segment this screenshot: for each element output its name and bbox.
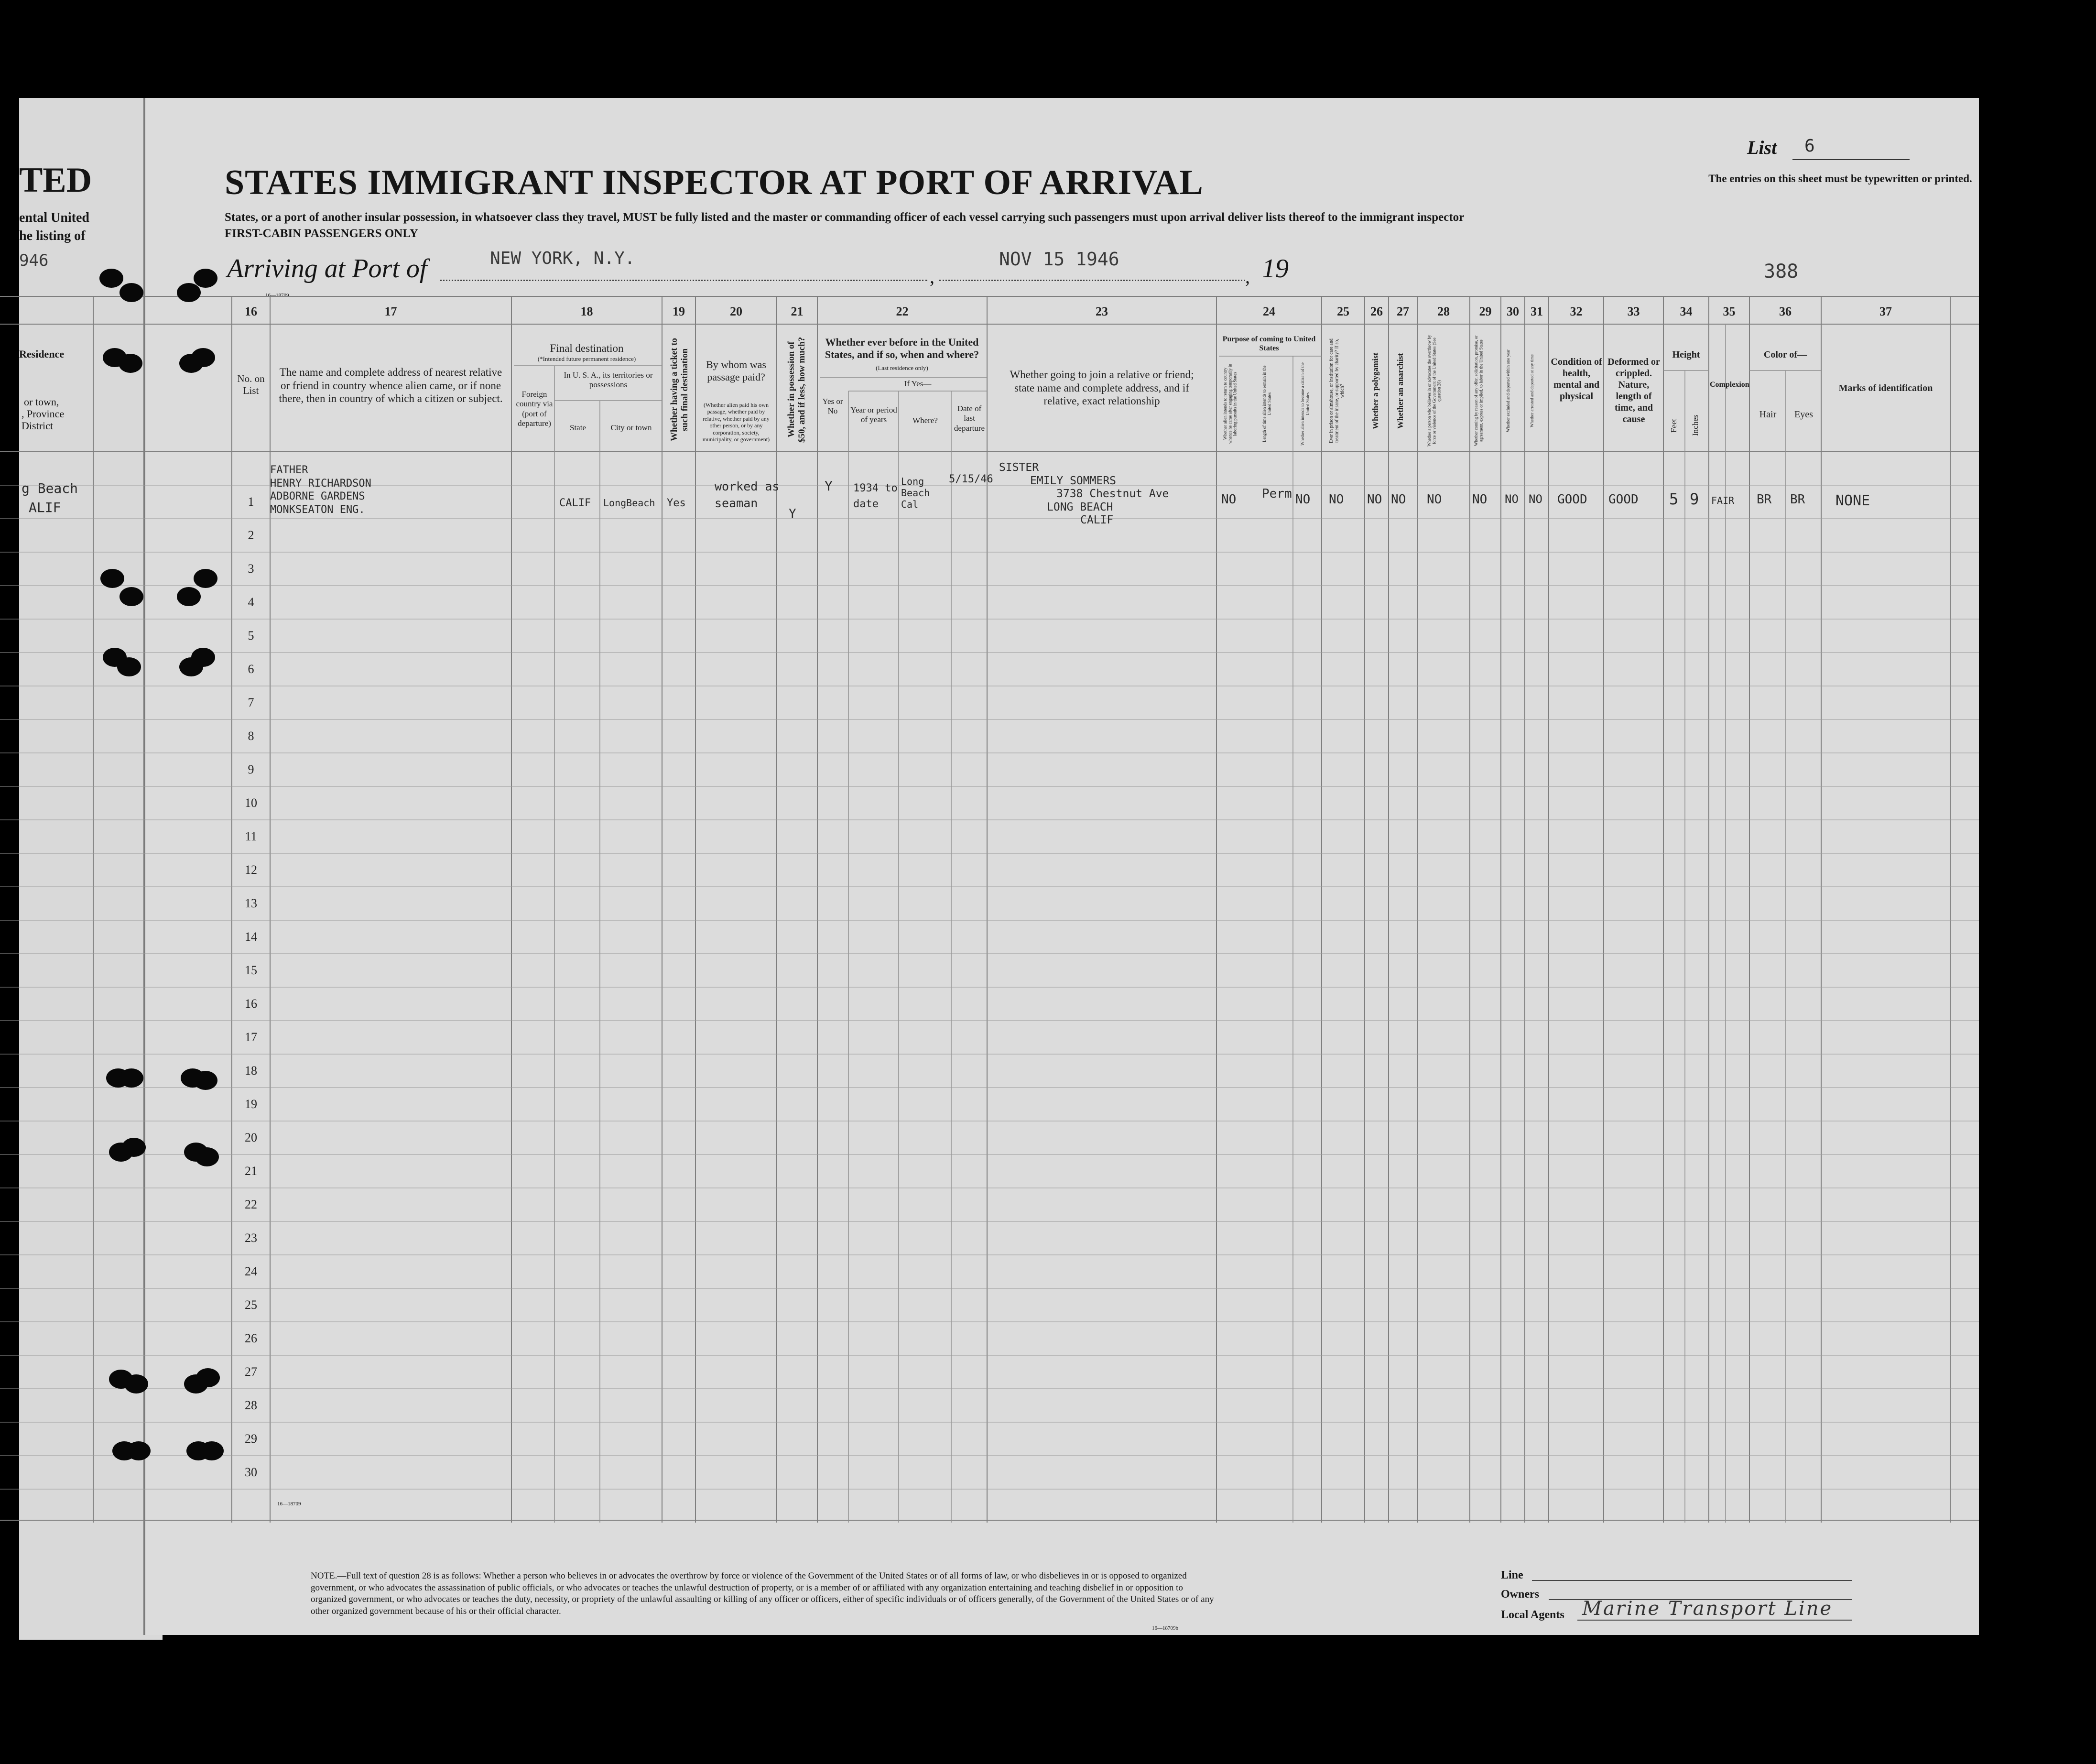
year-label: 19 — [1262, 254, 1289, 283]
entry-years-line: date — [853, 498, 879, 510]
left-row1-a: g Beach — [22, 480, 78, 496]
entry-labor-offer: NO — [1472, 492, 1488, 507]
left-residence-header: Residence — [19, 348, 65, 360]
form-subtitle: States, or a port of another insular possession, in whatsoever class they travel, MUST be fully listed and the master or commanding officer of each vessel carrying such passengers must upon arrival deliver lists thereof to the immigrant inspector — [225, 211, 1465, 224]
local-agents-label: Local Agents — [1501, 1609, 1564, 1621]
entry-citizen-intent: NO — [1295, 492, 1311, 507]
entry-deformed: GOOD — [1608, 492, 1639, 507]
list-label: List — [1747, 137, 1777, 158]
entry-where-line: Long — [901, 476, 924, 487]
entry-complexion: FAIR — [1711, 495, 1735, 506]
binding-hole — [191, 348, 215, 367]
header-state: State — [570, 423, 586, 432]
header-been-before-note: (Last residence only) — [876, 364, 928, 371]
row-number: 7 — [248, 696, 254, 709]
col-number-35: 35 — [1723, 305, 1736, 318]
binding-hole — [124, 1374, 148, 1394]
entry-passage-line: seaman — [715, 496, 758, 510]
row-number: 23 — [245, 1231, 257, 1245]
header-purpose: Purpose of coming to United States — [1222, 335, 1316, 353]
entry-passage-line: worked as — [715, 479, 780, 493]
left-year-fragment: 946 — [19, 251, 49, 270]
arriving-label: Arriving at Port of — [227, 254, 427, 283]
entry-years — [853, 480, 898, 512]
col-number-22: 22 — [896, 305, 909, 318]
header-labor-offer: Whether coming by reason of any offer, solicitation, promise, or agreement, express or implied, to labor in the United States — [1474, 335, 1484, 446]
entry-been-before: Y — [825, 478, 833, 494]
header-passage-note: (Whether alien paid his own passage, whether paid by relative, whether paid by any other person, or by any corporation, society, municipality, or government) — [702, 402, 770, 443]
entry-money: Y — [789, 507, 796, 521]
binding-hole — [117, 657, 141, 676]
binding-hole — [196, 1368, 220, 1387]
entry-overthrow: NO — [1427, 492, 1442, 507]
entry-health: GOOD — [1557, 492, 1587, 507]
agents-underline — [1577, 1620, 1852, 1621]
entry-where-line: Beach — [901, 487, 930, 499]
left-place-2: , Province — [22, 408, 65, 420]
header-joining-relative: Whether going to join a relative or friend; state name and complete address, and if relative, exact relationship — [1010, 369, 1194, 407]
question-28-note: NOTE.—Full text of question 28 is as follows: Whether a person who believes in or advocates the overthrow by force or violence of the Government of the United States or of all forms of law, or who disbelieves in or is opposed to organized government, or who advocates the assassination of public officials, or who advocates or teaches the unlawful destruction of property, or is a member of or affiliated with any organization entertaining and teaching disbelief in or opposition to organized government, or who advocates or teaches the duty, necessity, or propriety of the unlawful assaulting or killing of any officer or officers, either of specific individuals or of officers generally, of the Government of the United States or of any other organized government because of his or their official character. — [311, 1571, 1214, 1617]
row-number: 1 — [248, 495, 254, 509]
entry-joining-line: LONG BEACH — [1047, 501, 1113, 513]
col-number-17: 17 — [384, 305, 397, 318]
left-row1-b: ALIF — [29, 500, 61, 515]
col-number-24: 24 — [1263, 305, 1275, 318]
row-number: 3 — [248, 562, 254, 576]
form-code-bottom: 16—18709 — [277, 1501, 301, 1507]
row-number: 2 — [248, 528, 254, 542]
row-number: 5 — [248, 629, 254, 642]
header-years: Year or period of years — [850, 405, 897, 425]
header-city: City or town — [610, 423, 652, 432]
col-number-36: 36 — [1779, 305, 1792, 318]
first-cabin-label: FIRST-CABIN PASSENGERS ONLY — [225, 227, 418, 240]
header-yes-no: Yes or No — [822, 397, 843, 416]
entry-relative-line: ADBORNE GARDENS — [270, 490, 365, 502]
col-number-26: 26 — [1370, 305, 1383, 318]
col-number-34: 34 — [1680, 305, 1693, 318]
col-number-16: 16 — [245, 305, 257, 318]
entry-joining — [999, 461, 1169, 527]
header-final-destination-note: (*Intended future permanent residence) — [537, 355, 636, 362]
row-number: 18 — [245, 1064, 257, 1078]
entry-return-intent: NO — [1221, 492, 1237, 507]
binding-hole — [177, 283, 201, 302]
row-number: 11 — [245, 829, 257, 843]
entry-arrested: NO — [1529, 492, 1542, 506]
entry-eyes: BR — [1790, 492, 1805, 507]
col-number-25: 25 — [1337, 305, 1349, 318]
entry-prison: NO — [1329, 492, 1344, 507]
entry-where — [901, 476, 930, 510]
entry-relative-line: FATHER — [270, 464, 308, 476]
entry-joining-line: SISTER — [999, 461, 1039, 474]
entry-anarchist: NO — [1391, 492, 1406, 507]
row-number: 20 — [245, 1131, 257, 1144]
binding-hole — [122, 1138, 146, 1157]
row-number: 29 — [245, 1432, 257, 1446]
row-number: 27 — [245, 1365, 257, 1379]
row-number: 26 — [245, 1331, 257, 1345]
header-no-on-list: No. on List — [237, 373, 265, 397]
header-passage: By whom was passage paid? — [706, 359, 766, 383]
header-ticket: Whether having a ticket to such final destination — [669, 338, 690, 442]
row-number: 16 — [245, 997, 257, 1011]
entry-joining-line: 3738 Chestnut Ave — [1056, 488, 1169, 501]
row-number: 15 — [245, 963, 257, 977]
header-purpose-length: Length of time alien intends to remain in the United States — [1262, 365, 1272, 443]
header-fifty-dollars: Whether in possession of $50, and if less, how much? — [786, 337, 807, 443]
agents-signature: Marine Transport Line — [1582, 1598, 1833, 1620]
binding-hole — [127, 1441, 151, 1460]
header-eyes: Eyes — [1794, 409, 1813, 420]
form-code-top: 16—18709 — [265, 293, 289, 298]
entry-inches: 9 — [1690, 490, 1699, 508]
header-feet: Feet — [1669, 418, 1678, 433]
header-complexion: Complexion — [1710, 381, 1749, 389]
binding-hole — [99, 269, 123, 288]
col-number-30: 30 — [1507, 305, 1519, 318]
header-anarchist: Whether an anarchist — [1396, 353, 1405, 429]
header-if-yes: If Yes— — [904, 379, 932, 388]
entry-years-line: 1934 to — [853, 482, 898, 494]
header-usa: In U. S. A., its territories or possessions — [564, 370, 653, 390]
binding-hole — [194, 269, 217, 288]
entry-length-of-stay: Perm — [1262, 487, 1292, 501]
row-number: 25 — [245, 1298, 257, 1312]
left-place-1: or town, — [24, 396, 59, 408]
entry-excluded: NO — [1505, 492, 1519, 506]
entry-joining-line: EMILY SOMMERS — [1030, 474, 1117, 487]
row-number: 6 — [248, 662, 254, 676]
entry-state: CALIF — [559, 497, 591, 509]
line-underline — [1532, 1580, 1852, 1581]
binding-hole — [194, 569, 217, 588]
form-title: STATES IMMIGRANT INSPECTOR AT PORT OF ARRIVAL — [225, 163, 1204, 202]
row-number: 28 — [245, 1398, 257, 1412]
left-line-2: he listing of — [19, 229, 86, 243]
row-number: 24 — [245, 1264, 257, 1278]
list-number: 6 — [1804, 136, 1815, 156]
row-number: 14 — [245, 930, 257, 944]
col-number-33: 33 — [1627, 305, 1640, 318]
entry-marks: NONE — [1835, 492, 1870, 509]
header-where: Where? — [912, 416, 938, 425]
binding-hole — [194, 1071, 217, 1090]
entry-where-line: Cal — [901, 499, 919, 510]
col-number-27: 27 — [1397, 305, 1409, 318]
entry-polygamist: NO — [1367, 492, 1382, 507]
header-purpose-citizen: Whether alien intends to become a citizen of the United States — [1300, 362, 1310, 446]
left-place-3: District — [22, 420, 53, 432]
binding-hole — [119, 587, 143, 606]
date-comma: , — [1245, 266, 1250, 287]
entry-passage — [715, 478, 779, 512]
row-number: 9 — [248, 762, 254, 776]
header-inches: Inches — [1691, 414, 1700, 436]
header-health: Condition of health, mental and physical — [1551, 357, 1602, 402]
entry-relative — [270, 464, 371, 516]
header-excluded: Whether excluded and deported within one year — [1506, 349, 1510, 432]
left-title-fragment: TED — [19, 161, 92, 200]
header-departure-date: Date of last departure — [954, 404, 985, 433]
entry-relative-line: MONKSEATON ENG. — [270, 503, 365, 516]
entry-joining-line: CALIF — [1080, 514, 1114, 527]
col-number-20: 20 — [730, 305, 742, 318]
header-arrested: Whether arrested and deported at any time — [1530, 354, 1534, 427]
col-number-28: 28 — [1437, 305, 1450, 318]
entry-departure-date: 5/15/46 — [949, 473, 993, 485]
row-number: 13 — [245, 896, 257, 910]
row-number: 8 — [248, 729, 254, 743]
typewritten-instruction: The entries on this sheet must be typewritten or printed. — [1708, 173, 1972, 185]
row-number: 12 — [245, 863, 257, 877]
header-prison: Ever in prison or almshouse, or institution for care and treatment of the insane, or supported by charity? If so, which? — [1329, 338, 1345, 443]
entry-hair: BR — [1757, 492, 1772, 507]
col-number-37: 37 — [1879, 305, 1892, 318]
owners-label: Owners — [1501, 1588, 1539, 1601]
port-comma: , — [930, 266, 934, 287]
col-number-18: 18 — [580, 305, 593, 318]
row-number: 22 — [245, 1198, 257, 1211]
row-number: 19 — [245, 1097, 257, 1111]
header-been-before: Whether ever before in the United States, and if so, when and where? — [825, 336, 979, 361]
header-purpose-return: Whether alien intends to return to country whence he came after engaging temporarily in laboring pursuits in the United States — [1223, 364, 1238, 444]
entry-relative-line: HENRY RICHARDSON — [270, 477, 371, 490]
col-number-32: 32 — [1570, 305, 1583, 318]
col-number-29: 29 — [1479, 305, 1492, 318]
header-overthrow: Whether a person who believes in or advocates the overthrow by force or violence of the Government of the United States (See question 28) — [1427, 335, 1442, 447]
entry-ticket: Yes — [667, 497, 686, 509]
entry-feet: 5 — [1669, 490, 1679, 508]
note-form-code: 16—18709b — [1152, 1625, 1178, 1631]
col-number-31: 31 — [1531, 305, 1543, 318]
row-number: 21 — [245, 1164, 257, 1178]
header-foreign-country: Foreign country via (port of departure) — [516, 390, 553, 428]
line-label: Line — [1501, 1569, 1523, 1581]
binding-hole — [200, 1441, 224, 1460]
left-line-1: ental United — [19, 210, 89, 225]
header-height: Height — [1672, 349, 1700, 360]
header-color-of: Color of— — [1763, 349, 1807, 360]
binding-hole — [177, 587, 201, 606]
header-relative-address: The name and complete address of nearest relative or friend in country whence alien came, or if none there, then in country of which a citizen or subject. — [279, 366, 503, 405]
header-hair: Hair — [1759, 409, 1777, 420]
header-final-destination: Final destination — [550, 342, 624, 354]
row-number: 10 — [245, 796, 257, 810]
col-number-19: 19 — [673, 305, 685, 318]
entry-city: LongBeach — [603, 497, 655, 509]
header-polygamist: Whether a polygamist — [1371, 352, 1380, 429]
date-stamp: NOV 15 1946 — [999, 249, 1119, 270]
row-number: 30 — [245, 1465, 257, 1479]
binding-hole — [100, 569, 124, 588]
binding-hole — [119, 354, 142, 373]
binding-hole — [119, 1068, 143, 1088]
col-number-21: 21 — [791, 305, 804, 318]
header-deformed: Deformed or crippled. Nature, length of time, and cause — [1607, 357, 1660, 425]
port-stamp: NEW YORK, N.Y. — [490, 249, 635, 268]
binding-hole — [191, 648, 215, 667]
binding-hole — [119, 283, 143, 302]
row-number: 4 — [248, 595, 254, 609]
binding-hole — [195, 1147, 219, 1166]
col-number-23: 23 — [1096, 305, 1108, 318]
row-number: 17 — [245, 1030, 257, 1044]
header-marks: Marks of identification — [1838, 383, 1933, 393]
page-number: 388 — [1764, 261, 1799, 283]
